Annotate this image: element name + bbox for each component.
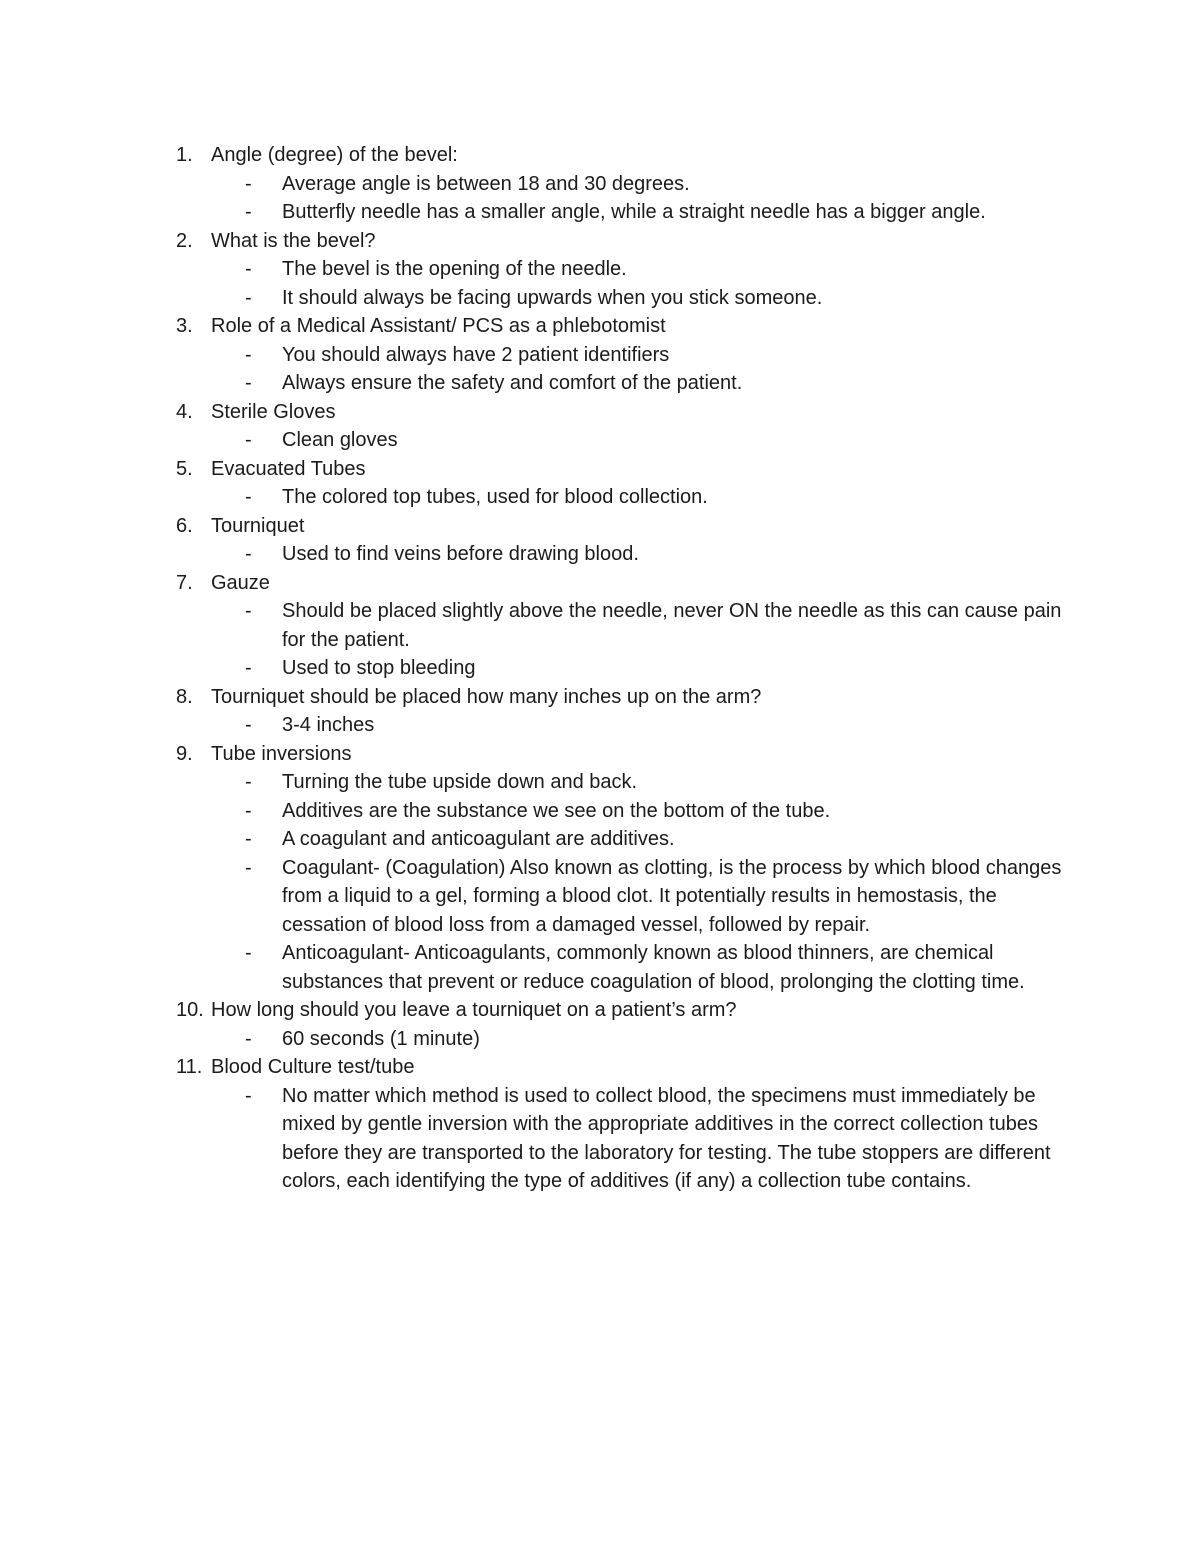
list-item-number: 2. — [176, 229, 193, 252]
sub-bullet — [0, 825, 1062, 854]
dash-bullet-marker: - — [245, 343, 252, 366]
dash-bullet-marker: - — [245, 942, 252, 964]
list-item-number: 9. — [176, 742, 193, 765]
list-item-title: Angle (degree) of the bevel: — [211, 144, 458, 166]
list-item — [0, 569, 1061, 598]
sub-bullet-text: 60 seconds (1 minute) — [282, 1027, 480, 1050]
sub-bullet-text: You should always have 2 patient identifiers — [282, 343, 670, 366]
dash-bullet-marker: - — [245, 856, 252, 879]
list-item — [0, 455, 1061, 484]
list-item — [0, 1053, 1061, 1082]
sub-bullet — [0, 284, 1062, 313]
list-item-title: How long should you leave a tourniquet on a patient’s arm? — [211, 999, 737, 1021]
dash-bullet-marker: - — [245, 828, 252, 850]
sub-bullet-text: Average angle is between 18 and 30 degrees. — [282, 172, 690, 195]
list-item-title: Tourniquet — [211, 514, 305, 537]
sub-bullet — [0, 854, 1062, 940]
sub-bullet-text: Additives are the substance we see on the bottom of the tube. — [282, 799, 831, 822]
sub-bullet-text: Used to find veins before drawing blood. — [282, 543, 639, 565]
list-item-number: 5. — [176, 457, 193, 480]
list-item-number: 3. — [176, 315, 193, 337]
list-item-number: 11. — [176, 1056, 203, 1078]
sub-bullet — [0, 597, 1062, 654]
list-item-number: 10. — [176, 999, 204, 1021]
sub-bullet-text: No matter which method is used to collect blood, the specimens must immediately be mixed by gentle inversion with the appropriate additives in the correct collection tubes before they are transported to the laboratory for testing. The tube stoppers are different colors, each identifying the type of additives (if any) a collection tube contains. — [282, 1084, 1051, 1192]
list-item — [0, 398, 1061, 427]
sub-bullet — [0, 939, 1062, 996]
sub-bullet — [0, 1082, 1062, 1196]
list-item — [0, 512, 1061, 541]
list-item — [0, 227, 1061, 256]
sub-bullet — [0, 540, 1062, 569]
dash-bullet-marker: - — [245, 600, 252, 622]
sub-bullet — [0, 170, 1062, 199]
list-item-title: Sterile Gloves — [211, 400, 336, 423]
sub-bullet — [0, 426, 1062, 455]
list-item-number: 1. — [176, 144, 193, 166]
sub-bullet-text: Used to stop bleeding — [282, 657, 476, 679]
sub-bullet-text: Coagulant- (Coagulation) Also known as clotting, is the process by which blood changes from a liquid to a gel, forming a blood clot. It potentially results in hemostasis, the cessation of blood loss from a damaged vessel, followed by repair. — [282, 856, 1062, 936]
sub-bullet-text: Butterfly needle has a smaller angle, while a straight needle has a bigger angle. — [282, 201, 986, 223]
sub-bullet — [0, 255, 1062, 284]
dash-bullet-marker: - — [245, 543, 252, 565]
list-item-number: 6. — [176, 514, 193, 537]
sub-bullet — [0, 369, 1062, 398]
list-item-number: 7. — [176, 571, 193, 594]
dash-bullet-marker: - — [245, 1027, 252, 1050]
dash-bullet-marker: - — [245, 429, 252, 451]
dash-bullet-marker: - — [245, 486, 252, 508]
list-item-title: Role of a Medical Assistant/ PCS as a phlebotomist — [211, 315, 666, 337]
sub-bullet-text: A coagulant and anticoagulant are additives. — [282, 828, 675, 850]
list-item-title: Evacuated Tubes — [211, 457, 366, 480]
sub-bullet-text: The colored top tubes, used for blood collection. — [282, 486, 708, 508]
list-item — [0, 996, 1061, 1025]
list-item — [0, 740, 1061, 769]
sub-bullet-text: Anticoagulant- Anticoagulants, commonly known as blood thinners, are chemical substances that prevent or reduce coagulation of blood, prolonging the clotting time. — [282, 942, 1025, 993]
list-item-title: What is the bevel? — [211, 229, 376, 252]
sub-bullet — [0, 483, 1062, 512]
dash-bullet-marker: - — [245, 172, 252, 195]
list-item-title: Gauze — [211, 571, 270, 594]
list-item-title: Tube inversions — [211, 742, 352, 765]
sub-bullet-text: Clean gloves — [282, 429, 398, 451]
dash-bullet-marker: - — [245, 714, 252, 736]
dash-bullet-marker: - — [245, 799, 252, 822]
sub-bullet — [0, 654, 1062, 683]
dash-bullet-marker: - — [245, 201, 252, 223]
dash-bullet-marker: - — [245, 771, 252, 793]
sub-bullet-text: The bevel is the opening of the needle. — [282, 258, 627, 280]
numbered-list — [0, 141, 1200, 1196]
sub-bullet-text: It should always be facing upwards when you stick someone. — [282, 286, 823, 309]
dash-bullet-marker: - — [245, 286, 252, 309]
sub-bullet-text: Always ensure the safety and comfort of the patient. — [282, 372, 743, 394]
dash-bullet-marker: - — [245, 1084, 252, 1107]
sub-bullet-text: Turning the tube upside down and back. — [282, 771, 638, 793]
sub-bullet — [0, 1025, 1062, 1054]
dash-bullet-marker: - — [245, 372, 252, 394]
list-item — [0, 141, 1061, 170]
sub-bullet-text: Should be placed slightly above the needle, never ON the needle as this can cause pain for the patient. — [282, 600, 1062, 651]
sub-bullet — [0, 341, 1062, 370]
sub-bullet — [0, 768, 1062, 797]
sub-bullet — [0, 198, 1062, 227]
sub-bullet — [0, 797, 1062, 826]
document-body — [0, 141, 1200, 1196]
list-item-title: Tourniquet should be placed how many inches up on the arm? — [211, 685, 762, 708]
dash-bullet-marker: - — [245, 258, 252, 280]
sub-bullet-text: 3-4 inches — [282, 714, 375, 736]
sub-bullet — [0, 711, 1062, 740]
dash-bullet-marker: - — [245, 657, 252, 679]
list-item-title: Blood Culture test/tube — [211, 1056, 415, 1078]
list-item — [0, 312, 1061, 341]
list-item-number: 4. — [176, 400, 193, 423]
list-item — [0, 683, 1061, 712]
list-item-number: 8. — [176, 685, 193, 708]
